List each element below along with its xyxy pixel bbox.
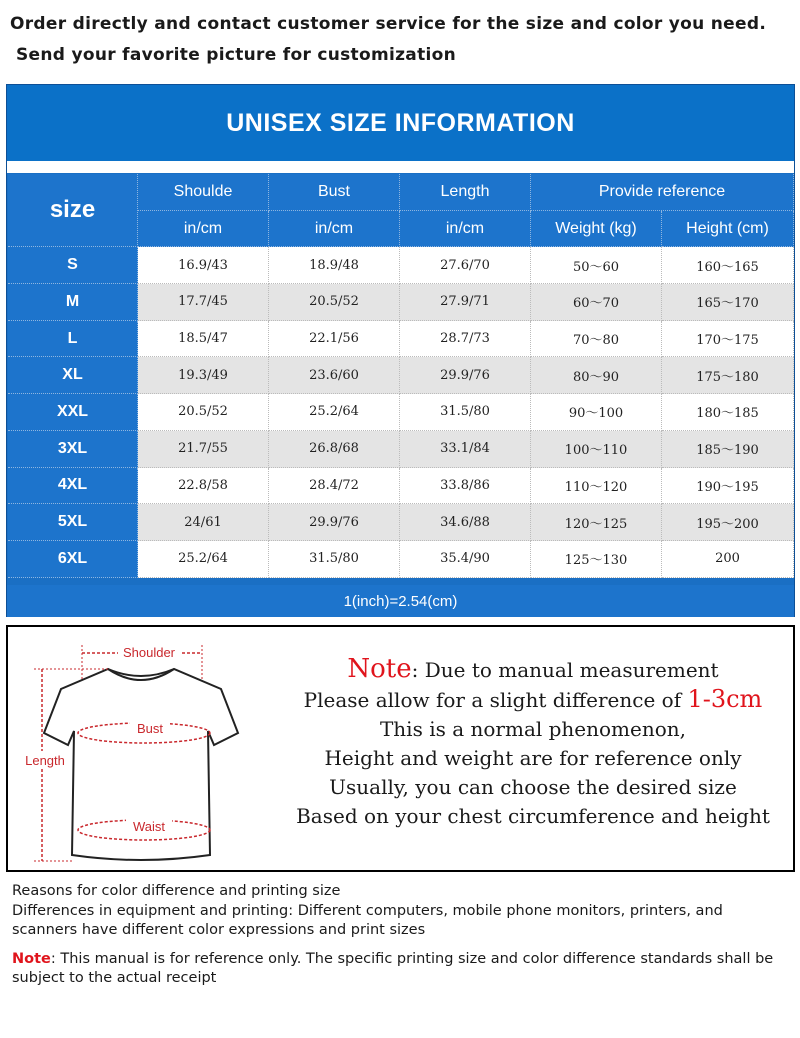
table-row [8, 431, 794, 468]
measurement-note [278, 655, 788, 831]
intro-line-2: Send your favorite picture for customization [16, 45, 457, 65]
table-row [8, 247, 794, 284]
divider [7, 161, 794, 173]
height-value: 165～170 [662, 284, 794, 321]
length-value: 27.9/71 [400, 284, 531, 321]
tshirt-diagram [16, 633, 266, 868]
table-row [8, 468, 794, 505]
length-value: 34.6/88 [400, 504, 531, 541]
height-value: 170～175 [662, 321, 794, 358]
length-value: 33.1/84 [400, 431, 531, 468]
length-value: 27.6/70 [400, 247, 531, 284]
height-value: 200 [662, 541, 794, 578]
bust-value: 29.9/76 [269, 504, 400, 541]
weight-value: 120～125 [531, 504, 662, 541]
inch-conversion-note: 1(inch)=2.54(cm) [7, 585, 794, 617]
length-value: 33.8/86 [400, 468, 531, 505]
intro-line-1: Order directly and contact customer service for the size and color you need. [10, 14, 767, 34]
shoulder-value: 19.3/49 [138, 357, 269, 394]
bust-value: 26.8/68 [269, 431, 400, 468]
size-chart-banner [7, 85, 794, 161]
note-label: Note [347, 654, 412, 684]
weight-value: 60～70 [531, 284, 662, 321]
bust-label: Bust [136, 721, 164, 736]
color-difference-heading: Reasons for color difference and printing size [12, 883, 341, 899]
measurement-guide [6, 625, 795, 872]
weight-value: 100～110 [531, 431, 662, 468]
height-value: 180～185 [662, 394, 794, 431]
length-value: 29.9/76 [400, 357, 531, 394]
size-label: L [8, 321, 138, 358]
length-label: Length [25, 753, 65, 768]
subheader-bust-unit: in/cm [269, 211, 400, 248]
header-reference: Provide reference [531, 174, 794, 211]
table-row [8, 357, 794, 394]
table-row [8, 541, 794, 578]
weight-value: 125～130 [531, 541, 662, 578]
height-value: 160～165 [662, 247, 794, 284]
height-value: 190～195 [662, 468, 794, 505]
header-length: Length [400, 174, 531, 211]
note-line-3: This is a normal phenomenon, [379, 717, 687, 741]
length-value: 28.7/73 [400, 321, 531, 358]
size-label: XL [8, 357, 138, 394]
header-bust: Bust [269, 174, 400, 211]
length-value: 31.5/80 [400, 394, 531, 431]
table-row [8, 321, 794, 358]
weight-value: 80～90 [531, 357, 662, 394]
table-row [8, 504, 794, 541]
size-table [8, 174, 794, 578]
weight-value: 50～60 [531, 247, 662, 284]
bust-value: 20.5/52 [269, 284, 400, 321]
tolerance-value: 1-3cm [687, 685, 763, 713]
disclaimer-label: Note [12, 951, 51, 967]
bust-value: 22.1/56 [269, 321, 400, 358]
note-line-1: Note: Due to manual measurement [347, 654, 719, 684]
weight-value: 110～120 [531, 468, 662, 505]
weight-value: 70～80 [531, 321, 662, 358]
size-chart-panel [6, 84, 795, 617]
color-difference-body: Differences in equipment and printing: Different computers, mobile phone monitors, printers, and scanners have different color expressions and print sizes [12, 903, 723, 938]
size-header: size [8, 174, 138, 247]
note-line-2: Please allow for a slight difference of 1-3cm [303, 685, 763, 713]
size-label: 4XL [8, 468, 138, 505]
size-label: 5XL [8, 504, 138, 541]
bust-value: 28.4/72 [269, 468, 400, 505]
height-value: 195～200 [662, 504, 794, 541]
size-label: S [8, 247, 138, 284]
table-row [8, 284, 794, 321]
size-label: M [8, 284, 138, 321]
shoulder-value: 20.5/52 [138, 394, 269, 431]
note-line-5: Usually, you can choose the desired size [329, 775, 737, 799]
note-line-6: Based on your chest circumference and height [296, 804, 770, 828]
note-line-4: Height and weight are for reference only [324, 746, 742, 770]
shoulder-label: Shoulder [122, 645, 176, 660]
size-label: 3XL [8, 431, 138, 468]
subheader-shoulder-unit: in/cm [138, 211, 269, 248]
shoulder-value: 24/61 [138, 504, 269, 541]
shoulder-value: 16.9/43 [138, 247, 269, 284]
shoulder-value: 18.5/47 [138, 321, 269, 358]
size-label: 6XL [8, 541, 138, 578]
shoulder-value: 17.7/45 [138, 284, 269, 321]
weight-value: 90～100 [531, 394, 662, 431]
subheader-weight: Weight (kg) [531, 211, 662, 248]
disclaimer-text: : This manual is for reference only. The specific printing size and color difference standards shall be subject to the actual receipt [12, 951, 774, 986]
header-shoulder: Shoulde [138, 174, 269, 211]
bust-value: 18.9/48 [269, 247, 400, 284]
height-value: 185～190 [662, 431, 794, 468]
bust-value: 23.6/60 [269, 357, 400, 394]
shoulder-value: 21.7/55 [138, 431, 269, 468]
size-label: XXL [8, 394, 138, 431]
bust-value: 25.2/64 [269, 394, 400, 431]
manual-disclaimer [12, 950, 797, 988]
height-value: 175～180 [662, 357, 794, 394]
waist-label: Waist [132, 819, 166, 834]
subheader-length-unit: in/cm [400, 211, 531, 248]
length-value: 35.4/90 [400, 541, 531, 578]
table-row [8, 394, 794, 431]
size-chart-title: UNISEX SIZE INFORMATION [226, 108, 575, 137]
subheader-height: Height (cm) [662, 211, 794, 248]
bust-value: 31.5/80 [269, 541, 400, 578]
shoulder-value: 25.2/64 [138, 541, 269, 578]
shoulder-value: 22.8/58 [138, 468, 269, 505]
